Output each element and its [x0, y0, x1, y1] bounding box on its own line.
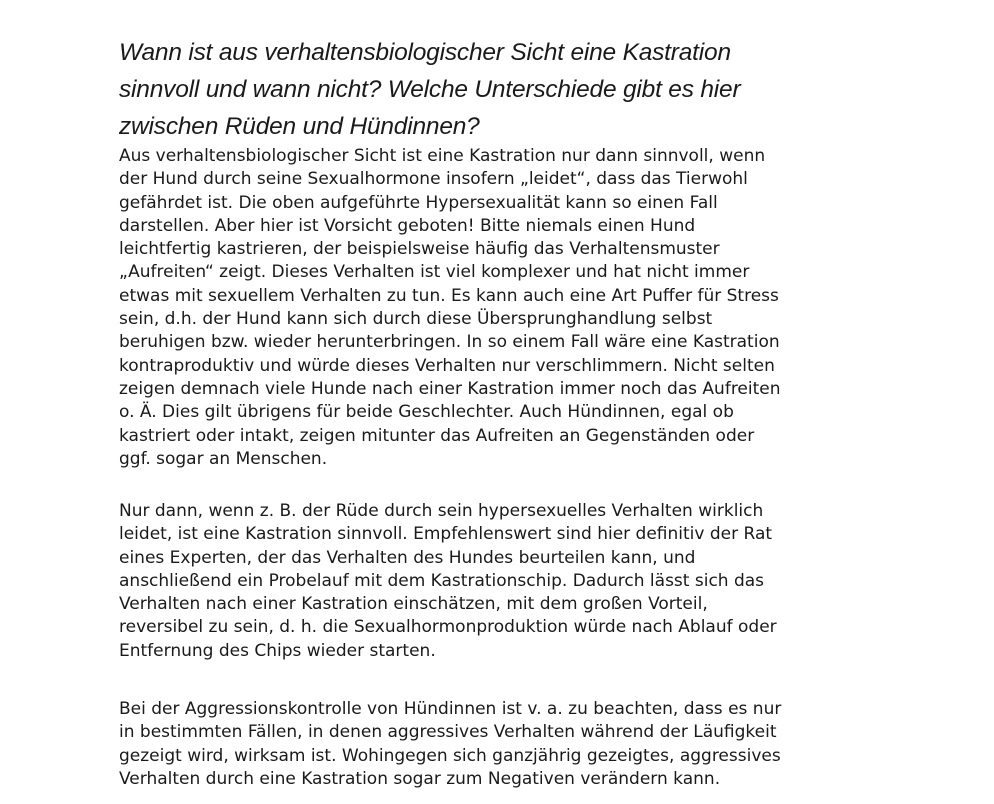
heading-line: sinnvoll und wann nicht? Welche Unterschiede gibt es hier	[119, 76, 741, 103]
paragraph-line: darstellen. Aber hier ist Vorsicht geboten! Bitte niemals einen Hund	[119, 215, 696, 236]
paragraph-line: kastriert oder intakt, zeigen mitunter das Aufreiten an Gegenständen oder	[119, 425, 755, 446]
paragraph-line: Entfernung des Chips wieder starten.	[119, 640, 436, 661]
paragraph-line: sein, d.h. der Hund kann sich durch diese Übersprunghandlung selbst	[119, 309, 713, 330]
paragraph-line: der Hund durch seine Sexualhormone insofern „leidet“, dass das Tierwohl	[119, 169, 748, 190]
paragraph-line: Nur dann, wenn z. B. der Rüde durch sein hypersexuelles Verhalten wirklich	[119, 501, 764, 521]
paragraph-line: reversibel zu sein, d. h. die Sexualhormonproduktion würde nach Ablauf oder	[119, 617, 777, 638]
paragraph-hypersexual-male	[119, 500, 889, 663]
paragraph-line: gezeigt wird, wirksam ist. Wohingegen sich ganzjährig gezeigtes, aggressives	[119, 745, 781, 766]
paragraph-line: beruhigen bzw. wieder herunterbringen. In so einem Fall wäre eine Kastration	[119, 332, 780, 353]
paragraph-line: Verhalten durch eine Kastration sogar zum Negativen verändern kann.	[119, 768, 721, 789]
paragraph-line: zeigen demnach viele Hunde nach einer Kastration immer noch das Aufreiten	[119, 378, 781, 399]
paragraph-line: „Aufreiten“ zeigt. Dieses Verhalten ist viel komplexer und hat nicht immer	[119, 262, 750, 283]
heading-line: Wann ist aus verhaltensbiologischer Sicht eine Kastration	[119, 39, 731, 66]
heading-line: zwischen Rüden und Hündinnen?	[119, 113, 480, 140]
paragraph-line: eines Experten, der das Verhalten des Hundes beurteilen kann, und	[119, 547, 696, 568]
paragraph-line: leidet, ist eine Kastration sinnvoll. Empfehlenswert sind hier definitiv der Rat	[119, 524, 773, 545]
paragraph-line: anschließend ein Probelauf mit dem Kastrationschip. Dadurch lässt sich das	[119, 570, 765, 591]
paragraph-line: o. Ä. Dies gilt übrigens für beide Geschlechter. Auch Hündinnen, egal ob	[119, 402, 734, 423]
paragraph-line: kontraproduktiv und würde dieses Verhalten nur verschlimmern. Nicht selten	[119, 355, 775, 376]
question-heading	[119, 34, 879, 145]
paragraph-line: Aus verhaltensbiologischer Sicht ist eine Kastration nur dann sinnvoll, wenn	[119, 146, 766, 166]
paragraph-line: etwas mit sexuellem Verhalten zu tun. Es kann auch eine Art Puffer für Stress	[119, 285, 779, 306]
paragraph-line: leichtfertig kastrieren, der beispielsweise häufig das Verhaltensmuster	[119, 239, 720, 260]
paragraph-castration-sense	[119, 145, 889, 471]
paragraph-female-aggression	[119, 698, 889, 791]
paragraph-line: Verhalten nach einer Kastration einschätzen, mit dem großen Vorteil,	[119, 594, 708, 615]
paragraph-line: Bei der Aggressionskontrolle von Hündinnen ist v. a. zu beachten, dass es nur	[119, 699, 782, 719]
paragraph-line: in bestimmten Fällen, in denen aggressives Verhalten während der Läufigkeit	[119, 722, 777, 743]
paragraph-line: ggf. sogar an Menschen.	[119, 448, 328, 469]
paragraph-line: gefährdet ist. Die oben aufgeführte Hypersexualität kann so einen Fall	[119, 192, 718, 213]
